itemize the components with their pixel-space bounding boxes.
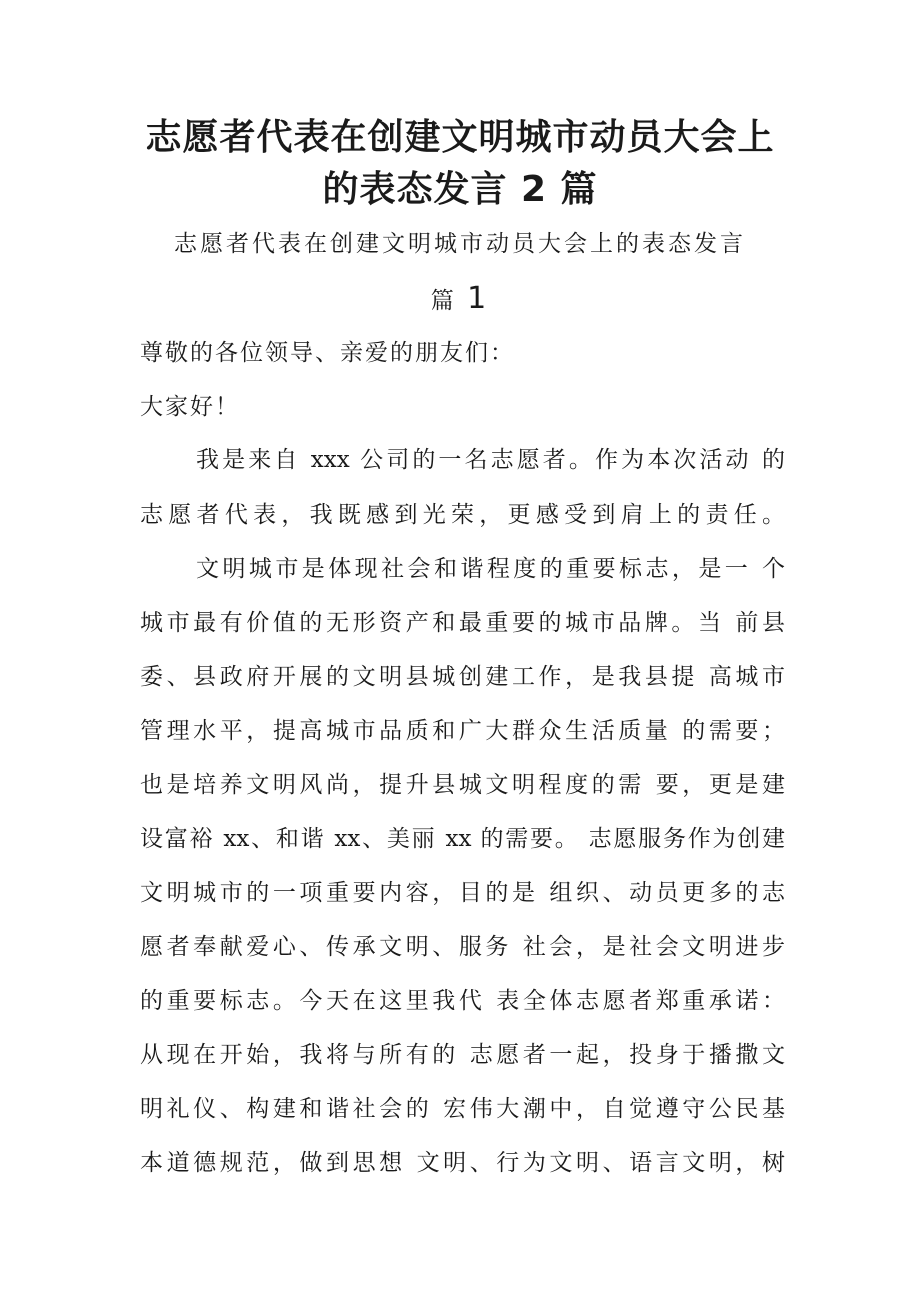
- body-line-12: 从现在开始，我将与所有的 志愿者一起，投身于播撒文: [140, 1042, 785, 1068]
- body-line-10: 愿者奉献爱心、传承文明、服务 社会，是社会文明进步: [140, 934, 785, 960]
- section-subtitle-line-2: [120, 281, 800, 319]
- body-line-8: 设富裕 xx、和谐 xx、美丽 xx 的需要。 志愿服务作为创建: [140, 826, 785, 852]
- section-subtitle-line-1: 志愿者代表在创建文明城市动员大会上的表态发言: [174, 231, 746, 257]
- body-line-3: 文明城市是体现社会和谐程度的重要标志，是一 个: [196, 556, 785, 582]
- greeting-line: 尊敬的各位领导、亲爱的朋友们：: [140, 340, 515, 366]
- body-line-1: 我是来自 xxx 公司的一名志愿者。作为本次活动 的: [196, 447, 785, 473]
- document-title-line-1: 志愿者代表在创建文明城市动员大会上: [145, 117, 775, 158]
- document-title-line-2: 的表态发言 2 篇: [322, 169, 598, 210]
- section-subtitle-number: 1: [467, 281, 490, 316]
- body-line-14: 本道德规范，做到思想 文明、行为文明、语言文明，树: [140, 1150, 785, 1176]
- body-line-7: 也是培养文明风尚，提升县城文明程度的需 要，更是建: [140, 772, 785, 798]
- body-line-6: 管理水平，提高城市品质和广大群众生活质量 的需要；: [140, 718, 785, 744]
- section-subtitle-prefix: 篇: [430, 288, 468, 314]
- body-line-2: 志愿者代表，我既感到光荣，更感受到肩上的责任。: [140, 502, 785, 528]
- body-line-9: 文明城市的一项重要内容，目的是 组织、动员更多的志: [140, 880, 785, 906]
- body-line-11: 的重要标志。今天在这里我代 表全体志愿者郑重承诺：: [140, 988, 785, 1014]
- hello-line: 大家好！: [140, 394, 240, 420]
- body-line-13: 明礼仪、构建和谐社会的 宏伟大潮中，自觉遵守公民基: [140, 1096, 785, 1122]
- body-line-5: 委、县政府开展的文明县城创建工作，是我县提 高城市: [140, 664, 785, 690]
- body-line-4: 城市最有价值的无形资产和最重要的城市品牌。当 前县: [140, 610, 785, 636]
